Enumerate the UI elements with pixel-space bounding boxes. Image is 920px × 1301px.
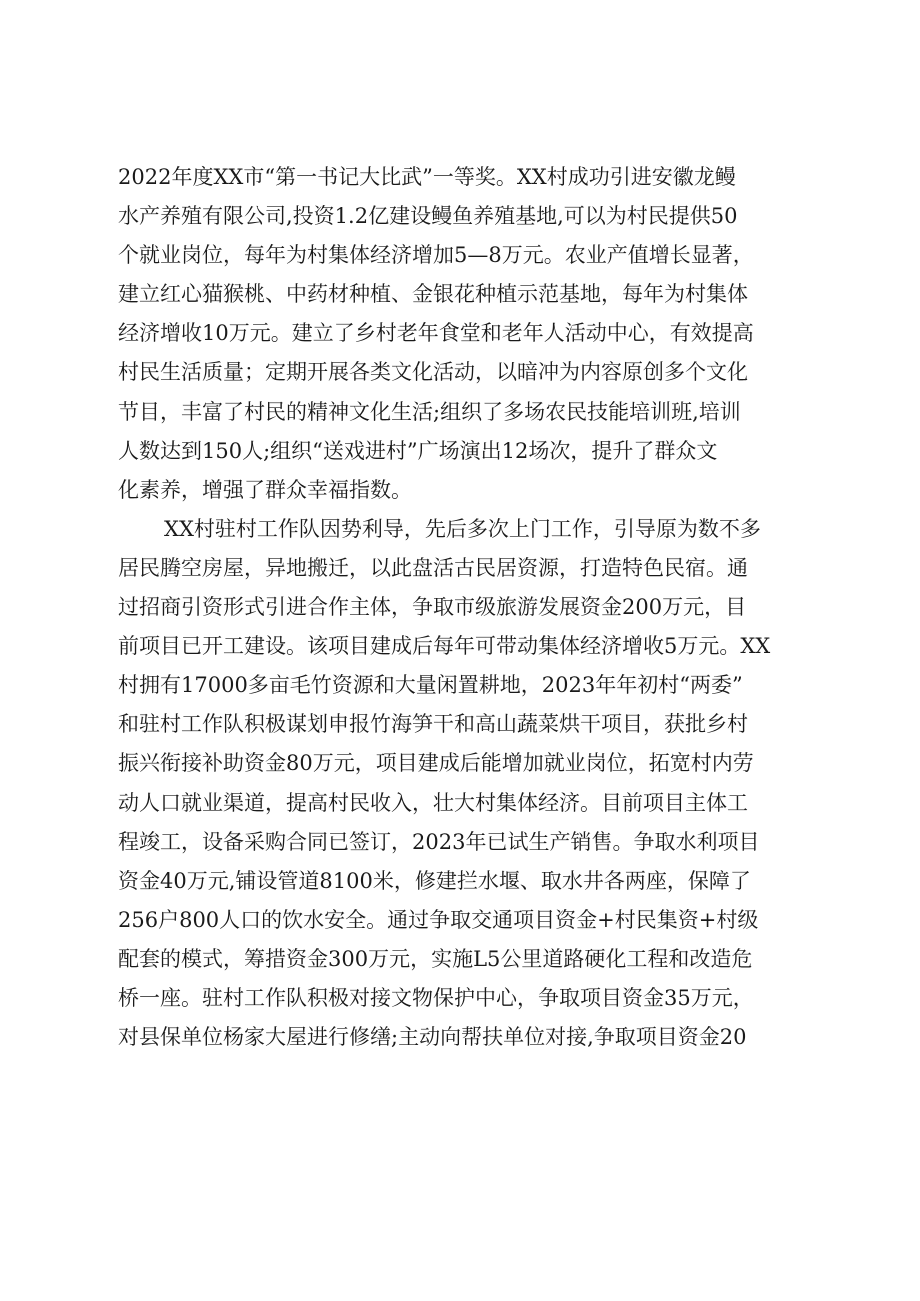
text-line: 建立红心猫猴桃、中药材种植、金银花种植示范基地，每年为村集体 (118, 282, 748, 307)
text-line: 个就业岗位，每年为村集体经济增加5—8万元。农业产值增长显著， (118, 243, 754, 268)
text-line: 桥一座。驻村工作队积极对接文物保护中心，争取项目资金35万元， (118, 985, 754, 1010)
text-line: 对县保单位杨家大屋进行修缮;主动向帮扶单位对接,争取项目资金20 (118, 1025, 747, 1050)
text-line: 和驻村工作队积极谋划申报竹海笋干和高山蔬菜烘干项目，获批乡村 (118, 712, 748, 737)
text-line: 动人口就业渠道，提高村民收入，壮大村集体经济。目前项目主体工 (118, 790, 748, 815)
body-text (118, 158, 838, 1057)
text-line: 2022年度XX市“第一书记大比武”一等奖。XX村成功引进安徽龙鳗 (118, 165, 736, 189)
text-line: 前项目已开工建设。该项目建成后每年可带动集体经济增收5万元。XX (118, 634, 771, 659)
text-line: 程竣工，设备采购合同已签订，2023年已试生产销售。争取水利项目 (118, 829, 760, 854)
text-line: 村拥有17000多亩毛竹资源和大量闲置耕地，2023年年初村“两委” (118, 673, 743, 698)
text-line: XX村驻村工作队因势利导，先后多次上门工作，引导原为数不多 (164, 516, 761, 541)
text-line: 人数达到150人;组织“送戏进村”广场演出12场次，提升了群众文 (118, 438, 718, 463)
text-line: 村民生活质量；定期开展各类文化活动，以暗冲为内容原创多个文化 (118, 360, 748, 385)
text-line: 居民腾空房屋，异地搬迁，以此盘活古民居资源，打造特色民宿。通 (118, 555, 748, 580)
text-line: 化素养，增强了群众幸福指数。 (118, 477, 412, 502)
text-line: 振兴衔接补助资金80万元，项目建成后能增加就业岗位，拓宽村内劳 (118, 751, 754, 776)
text-line: 节目，丰富了村民的精神文化生活;组织了多场农民技能培训班,培训 (118, 399, 741, 424)
text-line: 过招商引资形式引进合作主体，争取市级旅游发展资金200万元，目 (118, 595, 747, 620)
text-line: 经济增收10万元。建立了乡村老年食堂和老年人活动中心，有效提高 (118, 321, 754, 346)
text-line: 256户800人口的饮水安全。通过争取交通项目资金+村民集资+村级 (118, 907, 759, 932)
text-line: 资金40万元,铺设管道8100米，修建拦水堰、取水井各两座，保障了 (118, 868, 751, 893)
text-line: 水产养殖有限公司,投资1.2亿建设鳗鱼养殖基地,可以为村民提供50 (118, 204, 738, 229)
text-line: 配套的模式，筹措资金300万元，实施L5公里道路硬化工程和改造危 (118, 946, 753, 971)
